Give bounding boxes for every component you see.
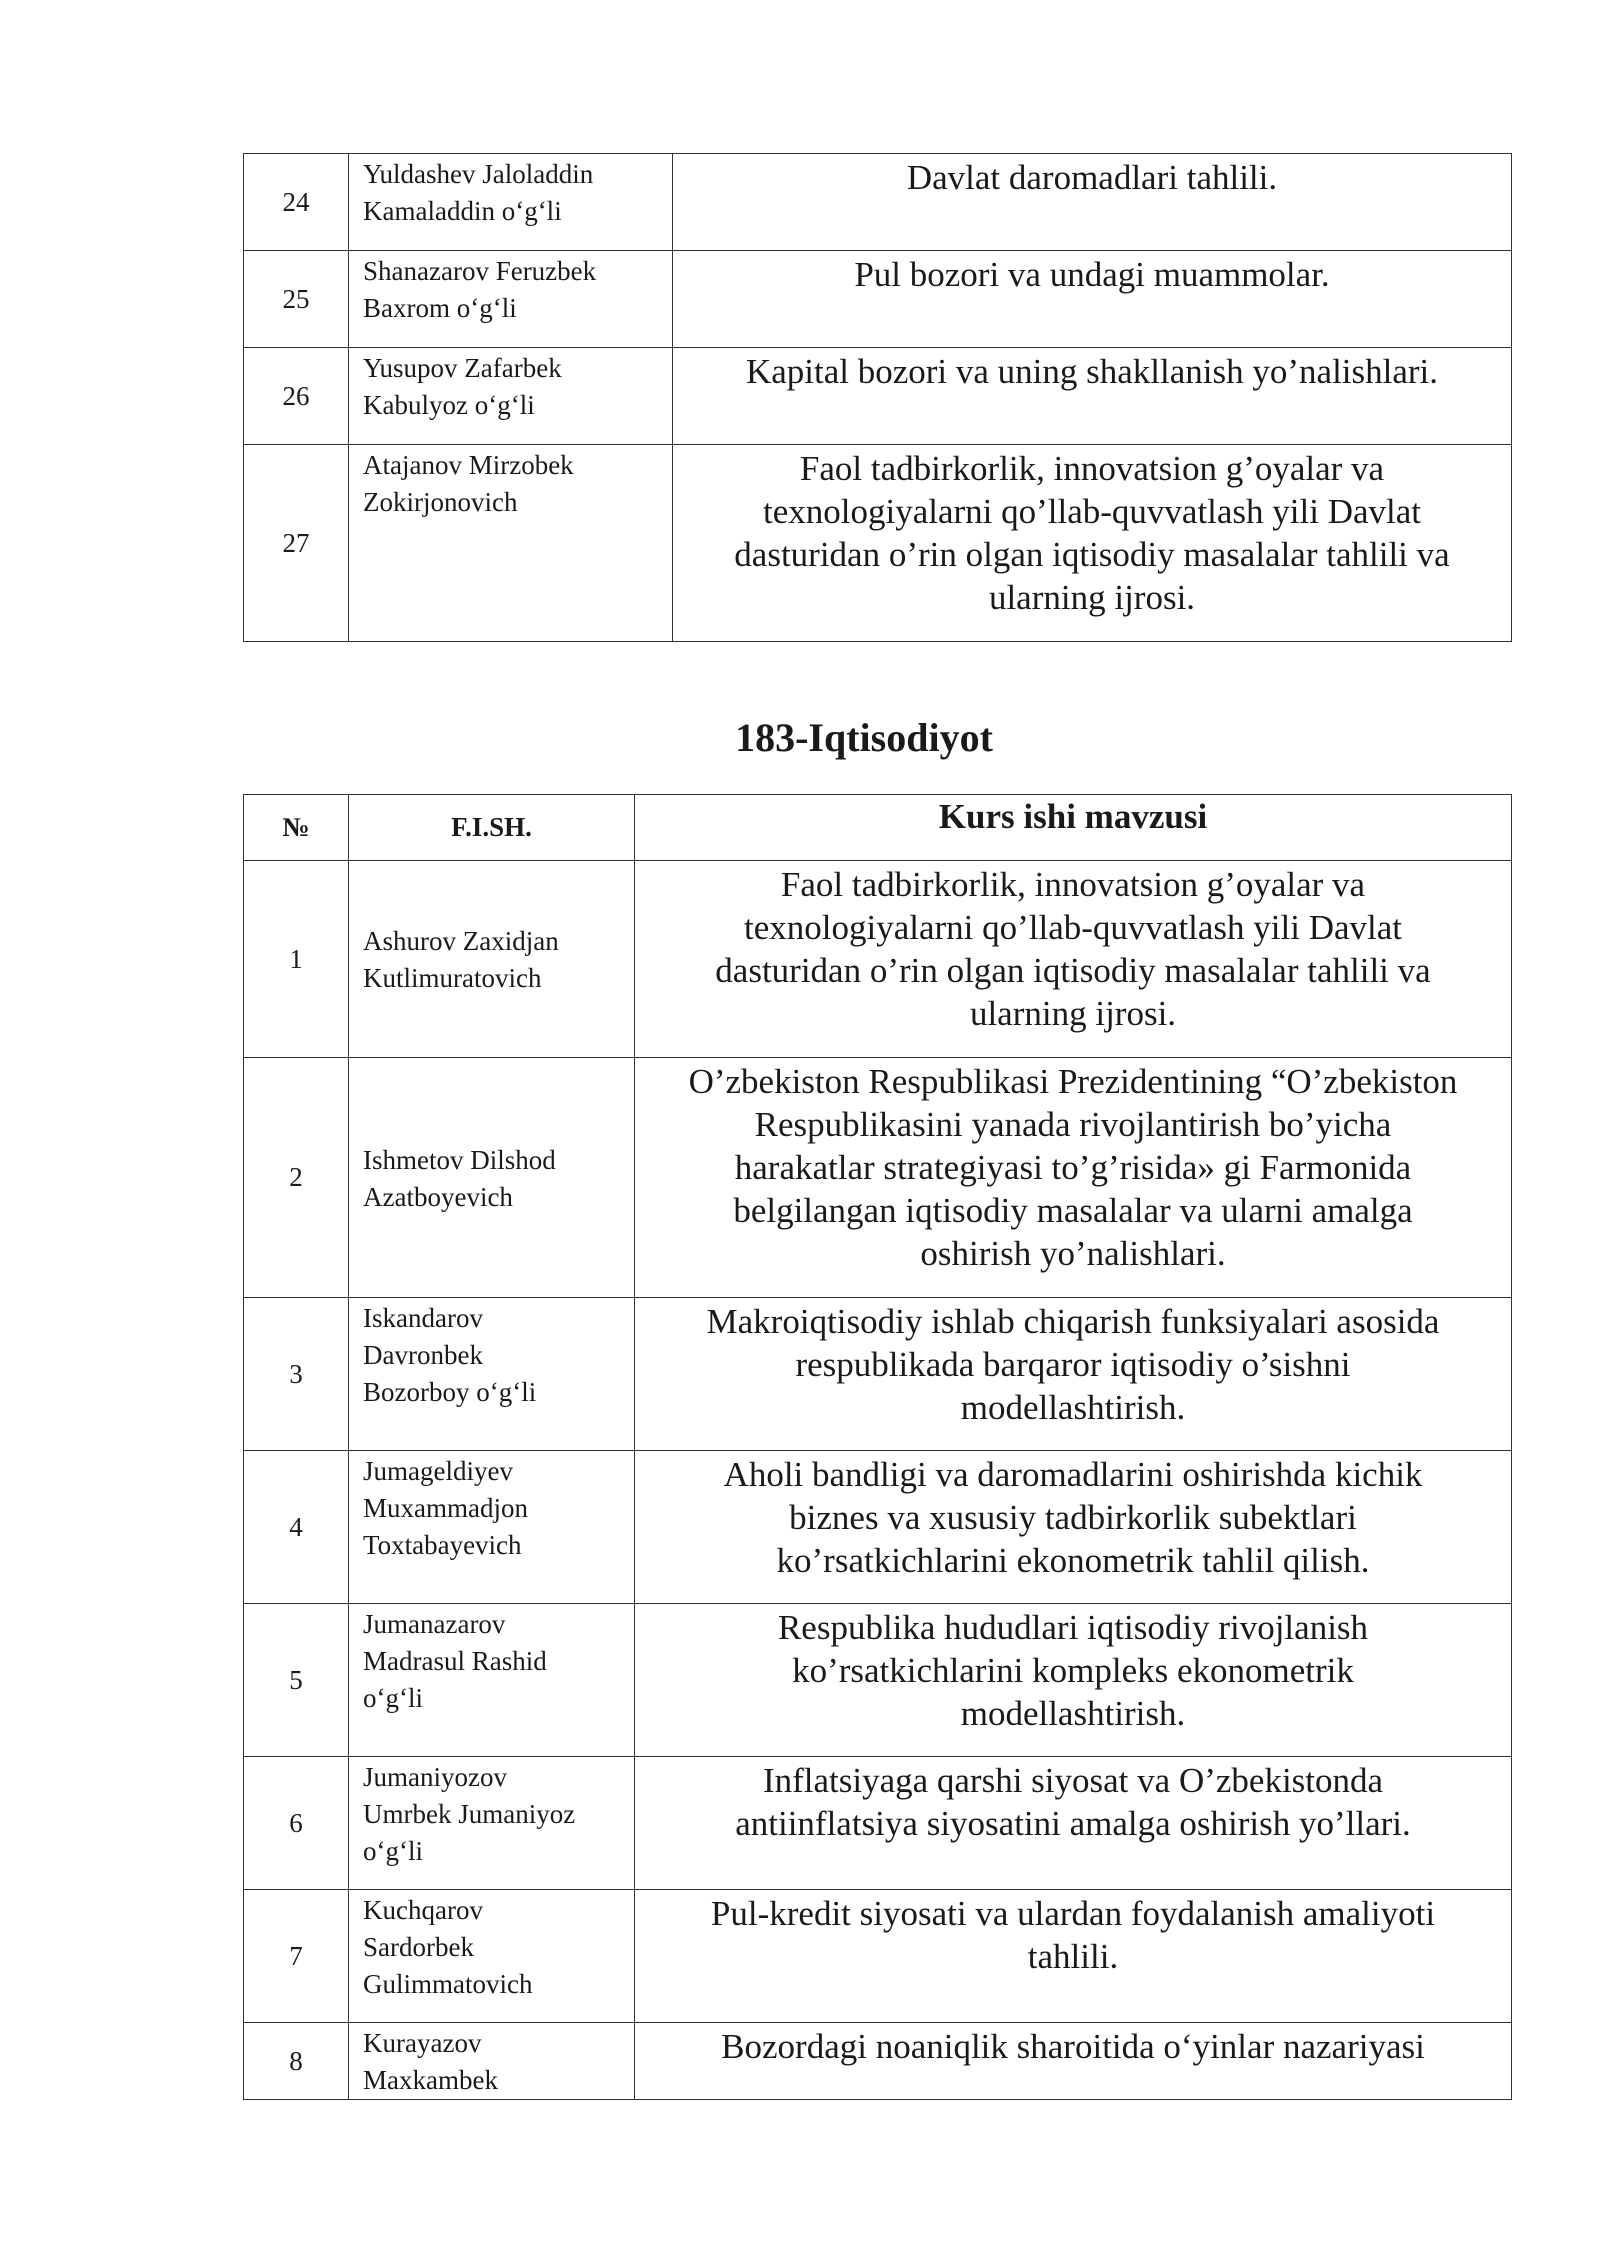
- course-topic: Pul-kredit siyosati va ulardan foydalanish amaliyoti tahlili.: [635, 1890, 1512, 2023]
- table-row: [244, 1890, 1512, 2023]
- row-number: 1: [244, 861, 349, 1058]
- header-course-topic: Kurs ishi mavzusi: [635, 795, 1512, 861]
- student-name: Yusupov Zafarbek Kabulyoz o‘g‘li: [349, 348, 673, 445]
- row-number: 5: [244, 1604, 349, 1757]
- course-topic: Respublika hududlari iqtisodiy rivojlanish ko’rsatkichlarini kompleks ekonometrik modellashtirish.: [635, 1604, 1512, 1757]
- course-topic: Makroiqtisodiy ishlab chiqarish funksiyalari asosida respublikada barqaror iqtisodiy o’sishni modellashtirish.: [635, 1298, 1512, 1451]
- course-topics-table: [243, 794, 1512, 2100]
- row-number: 6: [244, 1757, 349, 1890]
- row-number: 8: [244, 2023, 349, 2100]
- table-row: [244, 2023, 1512, 2100]
- student-name: Kurayazov Maxkambek: [349, 2023, 635, 2100]
- row-number: 26: [244, 348, 349, 445]
- course-topic: O’zbekiston Respublikasi Prezidentining “O’zbekiston Respublikasini yanada rivojlantirish bo’yicha harakatlar strategiyasi to’g’risida» gi Farmonida belgilangan iqtisodiy masalalar va ularni amalga oshirish yo’nalishlari.: [635, 1058, 1512, 1298]
- table-row: [244, 1298, 1512, 1451]
- section-title: 183-Iqtisodiyot: [735, 715, 993, 760]
- header-full-name: F.I.SH.: [349, 795, 635, 861]
- row-number: 25: [244, 251, 349, 348]
- row-number: 4: [244, 1451, 349, 1604]
- student-name: Atajanov Mirzobek Zokirjonovich: [349, 445, 673, 642]
- student-name: Shanazarov Feruzbek Baxrom o‘g‘li: [349, 251, 673, 348]
- course-topic: Inflatsiyaga qarshi siyosat va O’zbekistonda antiinflatsiya siyosatini amalga oshirish yo’llari.: [635, 1757, 1512, 1890]
- student-name: Jumageldiyev Muxammadjon Toxtabayevich: [349, 1451, 635, 1604]
- student-name: Iskandarov Davronbek Bozorboy o‘g‘li: [349, 1298, 635, 1451]
- table-row: [244, 1058, 1512, 1298]
- course-topic: Faol tadbirkorlik, innovatsion g’oyalar va texnologiyalarni qo’llab-quvvatlash yili Davlat dasturidan o’rin olgan iqtisodiy masalalar tahlili va ularning ijrosi.: [635, 861, 1512, 1058]
- row-number: 2: [244, 1058, 349, 1298]
- header-number: №: [244, 795, 349, 861]
- course-topic: Faol tadbirkorlik, innovatsion g’oyalar va texnologiyalarni qo’llab-quvvatlash yili Davlat dasturidan o’rin olgan iqtisodiy masalalar tahlili va ularning ijrosi.: [673, 445, 1512, 642]
- student-name: Jumanazarov Madrasul Rashid o‘g‘li: [349, 1604, 635, 1757]
- student-name: Jumaniyozov Umrbek Jumaniyoz o‘g‘li: [349, 1757, 635, 1890]
- table-header-row: [244, 795, 1512, 861]
- table-row: [244, 1757, 1512, 1890]
- student-name: Yuldashev Jaloladdin Kamaladdin o‘g‘li: [349, 154, 673, 251]
- course-topics-table-continued: [243, 153, 1512, 642]
- row-number: 24: [244, 154, 349, 251]
- table-row: [244, 251, 1512, 348]
- student-name: Kuchqarov Sardorbek Gulimmatovich: [349, 1890, 635, 2023]
- table-row: [244, 348, 1512, 445]
- course-topic: Kapital bozori va uning shakllanish yo’nalishlari.: [673, 348, 1512, 445]
- course-topic: Aholi bandligi va daromadlarini oshirishda kichik biznes va xususiy tadbirkorlik subektlari ko’rsatkichlarini ekonometrik tahlil qilish.: [635, 1451, 1512, 1604]
- table-row: [244, 1604, 1512, 1757]
- course-topic: Davlat daromadlari tahlili.: [673, 154, 1512, 251]
- row-number: 3: [244, 1298, 349, 1451]
- row-number: 7: [244, 1890, 349, 2023]
- student-name: Ashurov Zaxidjan Kutlimuratovich: [349, 861, 635, 1058]
- course-topic: Bozordagi noaniqlik sharoitida o‘yinlar nazariyasi: [635, 2023, 1512, 2100]
- student-name: Ishmetov Dilshod Azatboyevich: [349, 1058, 635, 1298]
- course-topic: Pul bozori va undagi muammolar.: [673, 251, 1512, 348]
- table-row: [244, 861, 1512, 1058]
- row-number: 27: [244, 445, 349, 642]
- table-row: [244, 1451, 1512, 1604]
- table-row: [244, 445, 1512, 642]
- table-row: [244, 154, 1512, 251]
